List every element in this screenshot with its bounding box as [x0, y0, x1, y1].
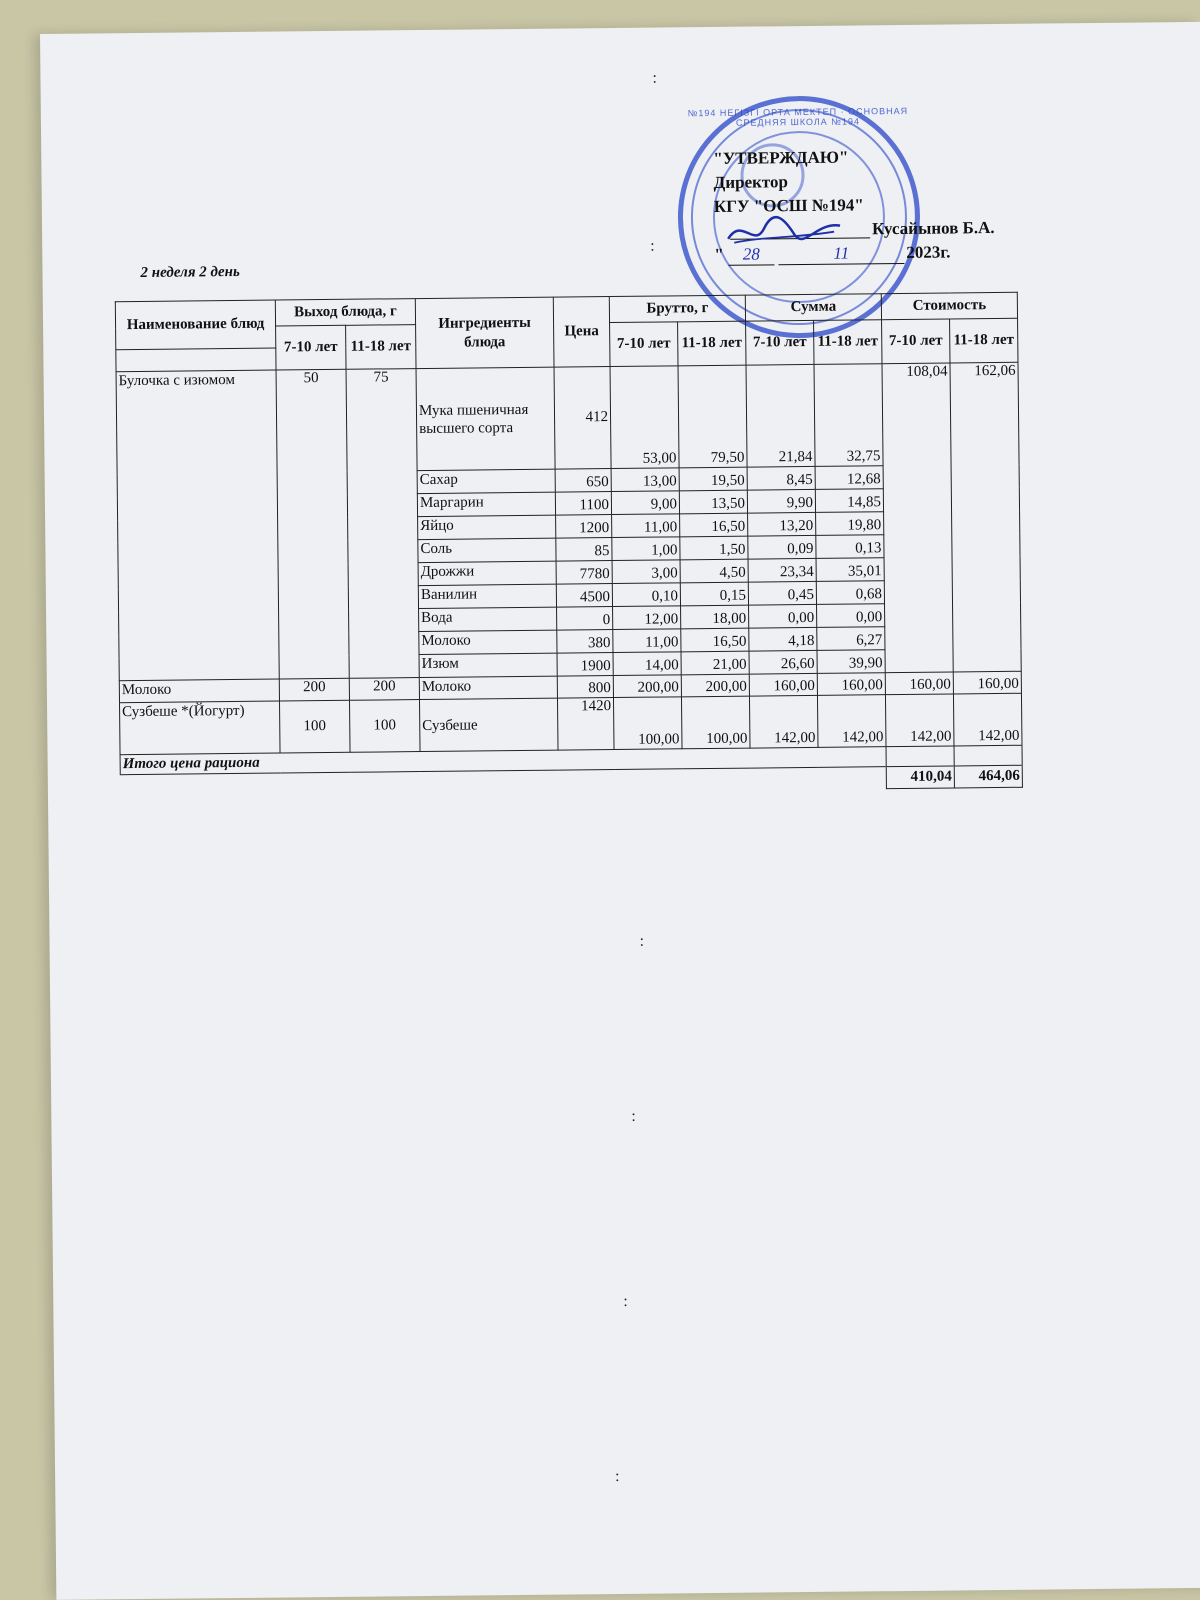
milk-output-age2: 200	[349, 678, 419, 701]
header-ingredients: Ингредиенты блюда	[415, 297, 554, 368]
ingredient-name: Ванилин	[418, 584, 556, 608]
header-output-age2: 11-18 лет	[346, 325, 416, 370]
ingredient-price: 4500	[556, 584, 612, 608]
sum-age2: 35,01	[816, 558, 884, 582]
ingredient-price: 85	[556, 538, 612, 562]
sum-age1: 0,09	[748, 535, 816, 559]
header-output-age1: 7-10 лет	[276, 325, 346, 370]
sum-age1: 21,84	[746, 364, 815, 467]
sum-age1: 9,90	[747, 489, 815, 513]
sum-age2: 14,85	[815, 489, 883, 513]
date-day: 28	[728, 244, 774, 265]
dish-name-milk: Молоко	[119, 679, 279, 703]
ingredient-name: Изюм	[419, 653, 557, 677]
date-year: 2023г.	[906, 242, 951, 262]
cost-age2: 142,00	[953, 693, 1022, 746]
total-label: Итого цена рациона	[120, 747, 886, 775]
approval-title: "УТВЕРЖДАЮ"	[713, 147, 849, 168]
brutto-age1: 11,00	[612, 514, 680, 538]
cost-age1: 142,00	[885, 694, 954, 747]
date-month: 11	[778, 243, 904, 265]
ingredient-price: 7780	[556, 561, 612, 585]
cost-age1: 160,00	[885, 672, 953, 695]
brutto-age2: 79,50	[678, 365, 747, 468]
ingredient-price: 1420	[557, 698, 614, 751]
menu-table	[115, 292, 1023, 797]
header-sum-age2: 11-18 лет	[814, 320, 882, 365]
ingredient-name: Мука пшеничная высшего сорта	[416, 367, 555, 470]
stamp-text: №194 НЕГІЗГІ ОРТА МЕКТЕП · ОСНОВНАЯ СРЕДНЯЯ ШКОЛА №194	[687, 105, 909, 128]
brutto-age2: 4,50	[680, 559, 748, 583]
header-dish-name: Наименование блюд	[115, 300, 275, 350]
paper-sheet: №194 НЕГІЗГІ ОРТА МЕКТЕП · ОСНОВНАЯ СРЕДНЯЯ ШКОЛА №194 "УТВЕРЖДАЮ" Директор КГУ "ОСШ №194" Кусайынов Б.А. " 28 11 2023г. 2 неделя 2 день Наименование блюд Выход блюда, г Ингредиенты блюда Цена Брутто, г Сумма Стоимость 7-10 лет 11-18 лет 7-10 лет 11-18 лет 7-10 лет 11-18 лет 7-10 лет 11-18 лет Булочка с изюмом 50 75 Мука пшеничная высшего сорта 412 53,00 79,50 21,84 32,75 108,04 162,06 Сахар 650 13,00 19,50 8,45 12,68 Маргарин 1100 9,00 13,50 9,90 14,85 Яйцо 1200 11,00 16,50 13,20 19,80 Соль 85 1,00 1,50 0,09 0,13 Дрожжи 7780 3,00 4,50 23,34 35,01 Ванилин 4500 0,10 0,15 0,45 0,68 Вода 0 12,00 18,00 0,00 0,00 Молоко 380 11,00 16,50 4,18 6,27 Изюм 1900 14,00 21,00 26,60 39,90 Молоко 200 200 Молоко 800 200,00 200,00 160,00 160,00 160,00 160,00 Сузбеше *(Йогурт) 100 100 Сузбеше 1420 100,00 100,00 142,00 142,00 142,00 142,00 Итого цена рациона 410,04 464,06 : : : : : :	[40, 22, 1200, 1600]
yogurt-output-age2: 100	[349, 700, 420, 753]
header-cost-age2: 11-18 лет	[950, 318, 1018, 363]
header-price: Цена	[553, 297, 610, 368]
brutto-age1: 14,00	[613, 652, 681, 676]
sum-age1: 13,20	[748, 512, 816, 536]
brutto-age1: 100,00	[613, 697, 682, 750]
ingredient-name: Сахар	[417, 469, 555, 493]
header-cost: Стоимость	[881, 292, 1017, 319]
header-brutto: Брутто, г	[609, 295, 745, 322]
ingredient-name: Соль	[418, 538, 556, 562]
brutto-age1: 3,00	[612, 560, 680, 584]
sum-age1: 0,00	[749, 604, 817, 628]
week-day-label: 2 неделя 2 день	[140, 263, 240, 281]
dish-name-yogurt: Сузбеше *(Йогурт)	[120, 701, 281, 755]
cost-age2: 160,00	[953, 671, 1021, 694]
bun-cost-age1: 108,04	[882, 363, 953, 673]
ingredient-price: 0	[557, 607, 613, 631]
ingredient-name: Вода	[419, 607, 557, 631]
ingredient-price: 650	[555, 469, 611, 493]
ingredient-price: 1200	[556, 515, 612, 539]
director-signature	[724, 208, 844, 257]
sum-age2: 0,68	[816, 581, 884, 605]
sum-age1: 142,00	[749, 695, 818, 748]
brutto-age2: 13,50	[679, 490, 747, 514]
total-age1: 410,04	[886, 766, 954, 789]
sum-age2: 0,13	[816, 535, 884, 559]
ingredient-name: Молоко	[419, 676, 557, 699]
director-name: Кусайынов Б.А.	[871, 218, 995, 239]
brutto-age2: 18,00	[681, 605, 749, 629]
ingredient-price: 1100	[555, 492, 611, 516]
brutto-age1: 12,00	[613, 606, 681, 630]
brutto-age1: 13,00	[611, 468, 679, 492]
date-quote: "	[714, 244, 724, 264]
brutto-age2: 1,50	[680, 536, 748, 560]
brutto-age1: 9,00	[611, 491, 679, 515]
ingredient-price: 1900	[557, 653, 613, 677]
ingredient-name: Маргарин	[417, 492, 555, 516]
ingredient-name: Молоко	[419, 630, 557, 654]
sum-age2: 160,00	[817, 673, 885, 696]
sum-age1: 0,45	[748, 581, 816, 605]
header-sum: Сумма	[745, 294, 881, 321]
ingredient-name: Сузбеше	[419, 698, 558, 751]
milk-output-age1: 200	[279, 678, 349, 701]
bun-cost-age2: 162,06	[950, 362, 1021, 672]
sum-age2: 0,00	[817, 604, 885, 628]
sum-age2: 12,68	[815, 466, 883, 490]
dish-name-bun: Булочка с изюмом	[116, 370, 279, 681]
sum-age2: 32,75	[814, 364, 883, 467]
sum-age1: 23,34	[748, 558, 816, 582]
sum-age1: 26,60	[749, 650, 817, 674]
brutto-age1: 0,10	[612, 583, 680, 607]
brutto-age2: 100,00	[681, 696, 750, 749]
brutto-age2: 0,15	[680, 582, 748, 606]
ingredient-name: Дрожжи	[418, 561, 556, 585]
header-cost-age1: 7-10 лет	[882, 319, 950, 364]
header-brutto-age2: 11-18 лет	[678, 321, 746, 366]
header-sum-age1: 7-10 лет	[746, 320, 814, 365]
ingredient-name: Яйцо	[418, 515, 556, 539]
brutto-age1: 53,00	[610, 366, 679, 469]
approval-org: КГУ "ОСШ №194"	[713, 195, 864, 216]
approval-position: Директор	[713, 172, 789, 192]
sum-age2: 19,80	[816, 512, 884, 536]
brutto-age2: 16,50	[680, 513, 748, 537]
table-row	[120, 693, 1022, 754]
ingredient-price: 800	[557, 676, 613, 699]
brutto-age1: 200,00	[613, 675, 681, 698]
bun-output-age1: 50	[276, 369, 349, 679]
sum-age2: 142,00	[817, 695, 886, 748]
sum-age2: 39,90	[817, 650, 885, 674]
brutto-age1: 1,00	[612, 537, 680, 561]
sum-age2: 6,27	[817, 627, 885, 651]
total-age2: 464,06	[954, 765, 1022, 788]
yogurt-output-age1: 100	[279, 700, 350, 753]
ingredient-price: 412	[554, 367, 611, 470]
brutto-age1: 11,00	[613, 629, 681, 653]
header-brutto-age1: 7-10 лет	[610, 322, 678, 367]
header-output: Выход блюда, г	[275, 299, 415, 326]
sum-age1: 8,45	[747, 466, 815, 490]
brutto-age2: 16,50	[681, 628, 749, 652]
bun-output-age2: 75	[346, 369, 419, 679]
brutto-age2: 200,00	[681, 674, 749, 697]
brutto-age2: 19,50	[679, 467, 747, 491]
sum-age1: 160,00	[749, 673, 817, 696]
ingredient-price: 380	[557, 630, 613, 654]
table-row	[116, 362, 1019, 473]
sum-age1: 4,18	[749, 627, 817, 651]
brutto-age2: 21,00	[681, 651, 749, 675]
